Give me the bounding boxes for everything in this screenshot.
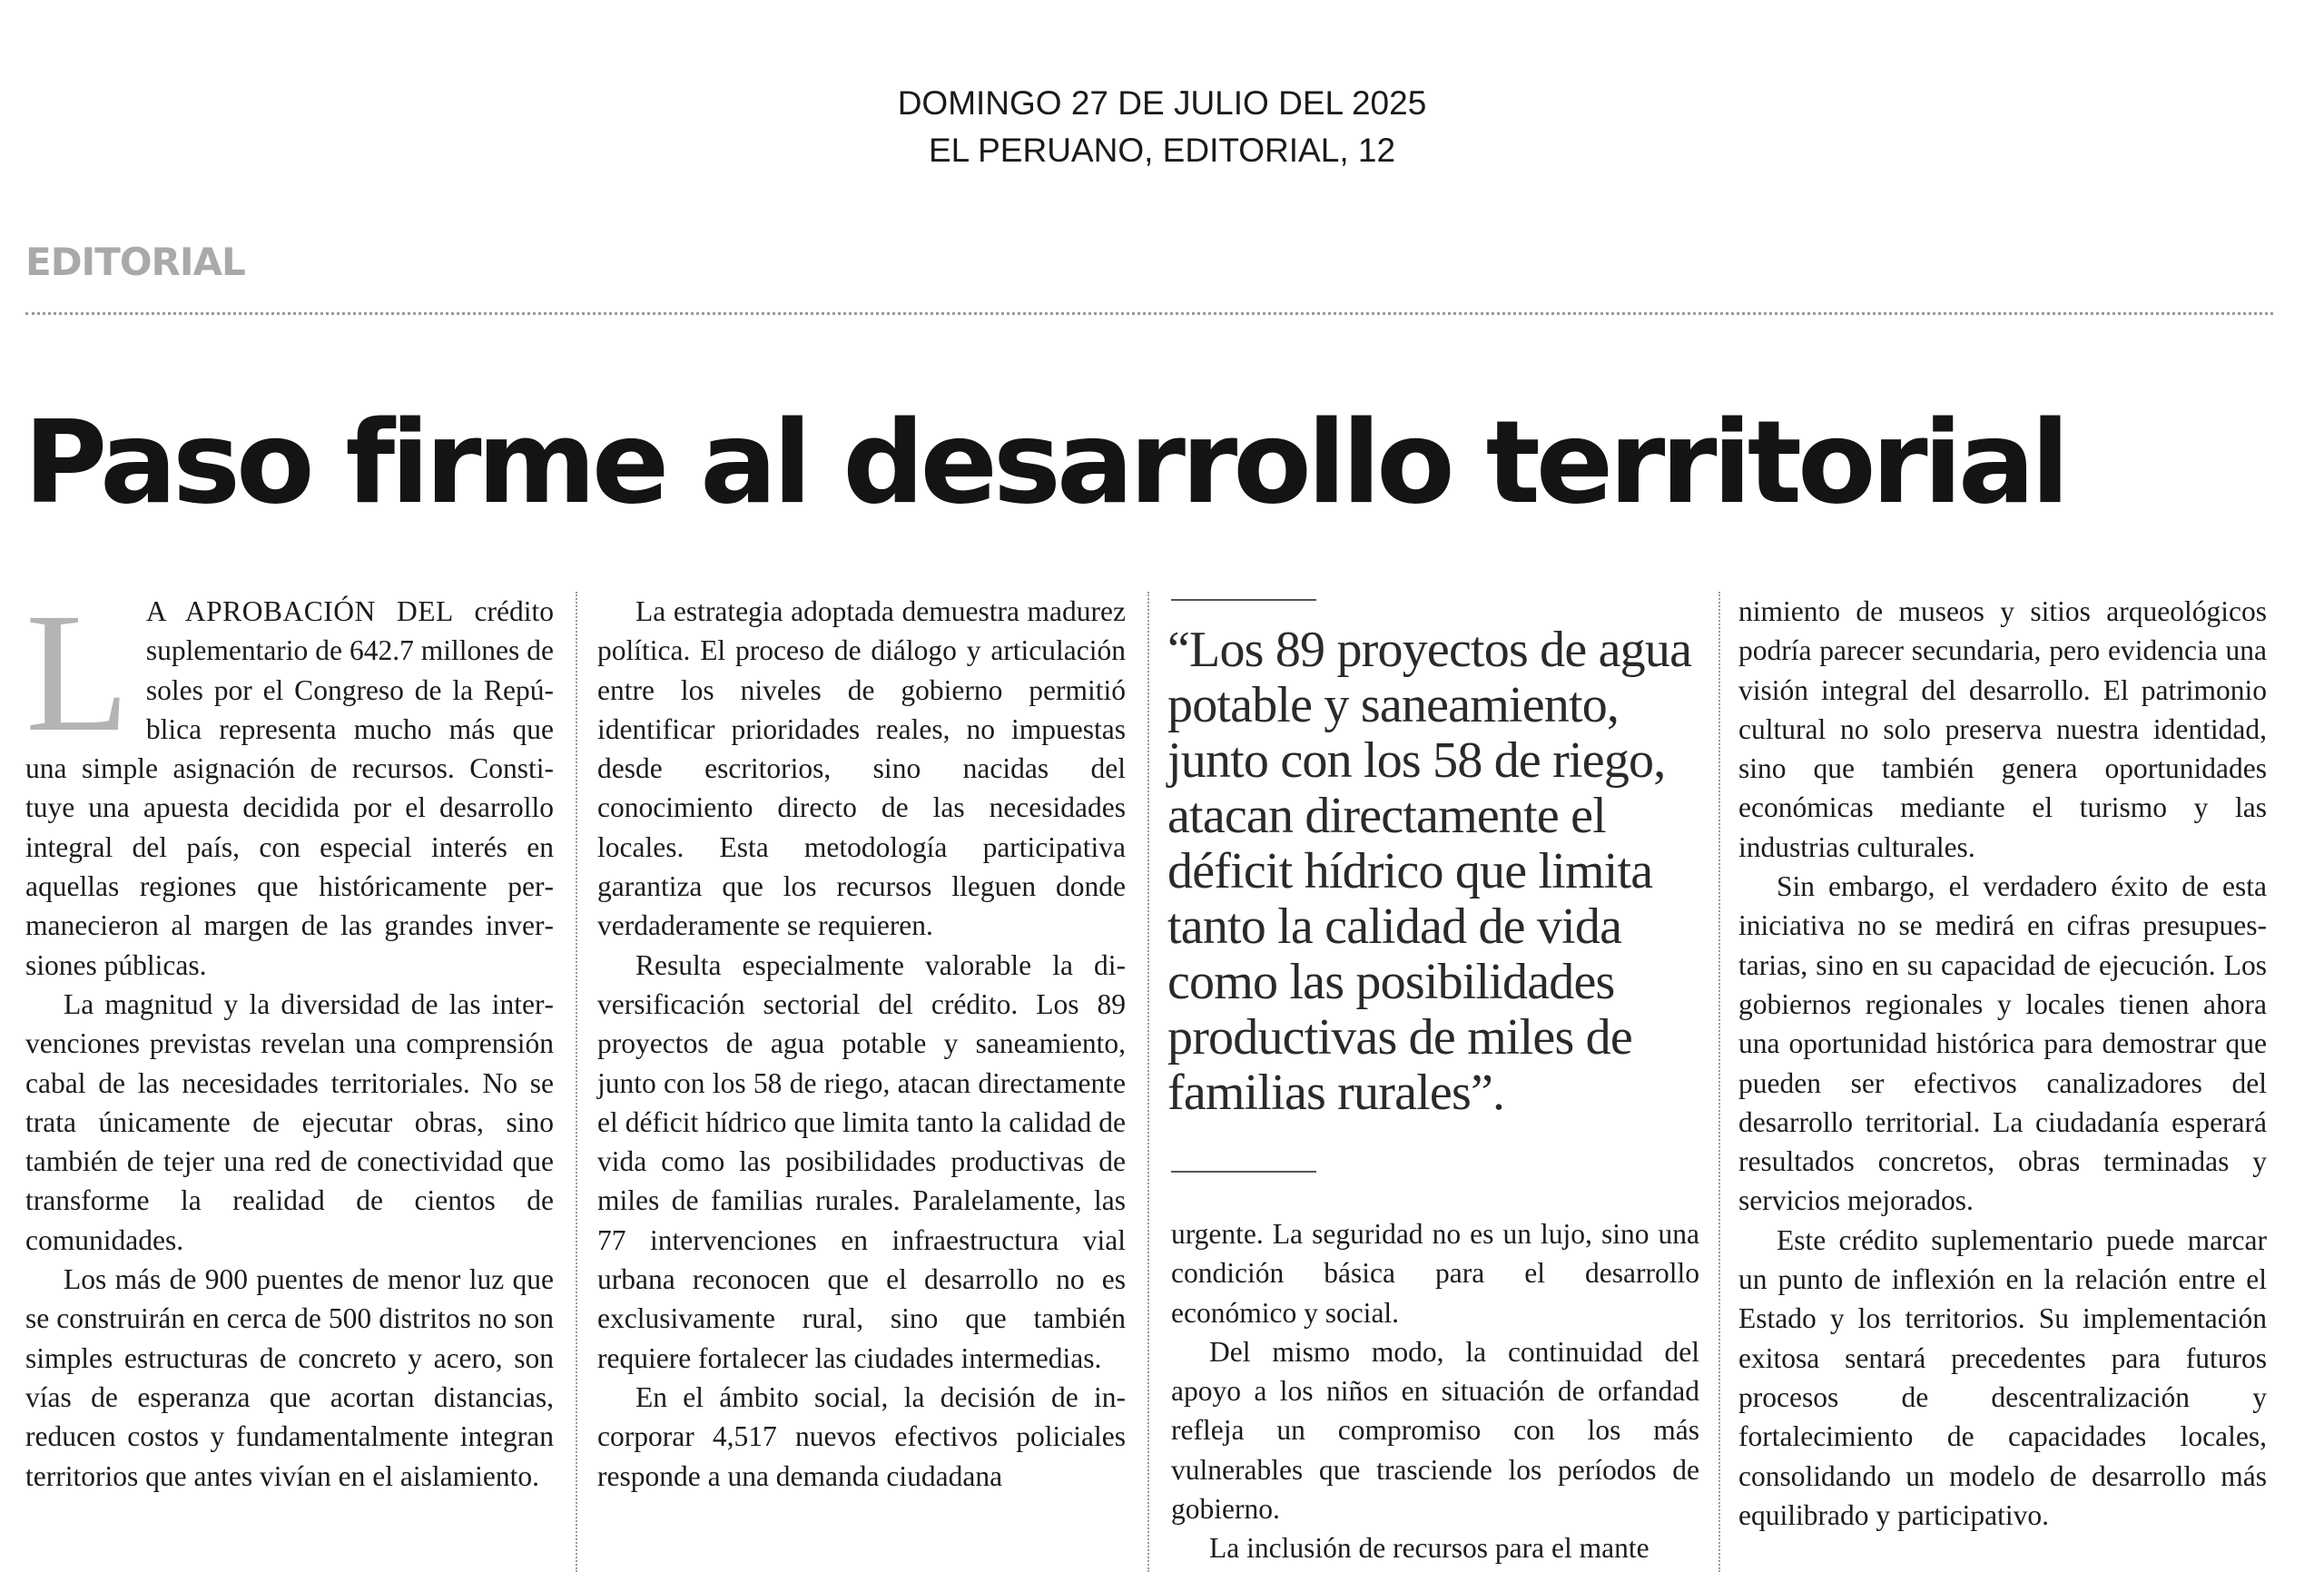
section-label: EDITORIAL [25, 240, 245, 284]
header-source-line: EL PERUANO, EDITORIAL, 12 [928, 132, 1396, 169]
column-1-paragraph-3: Los más de 900 puentes de menor luz que se construirán en cerca de 500 distritos no son simples estructuras de concreto y acero, son vías de esperanza que acortan distancias, reducen costos y fundamentalmente integran territorios que antes vivían en el aislamiento. [25, 1263, 554, 1492]
column-2-paragraph-3: En el ámbito social, la decisión de incorporar 4,517 nuevos efectivos policiales responde a una demanda ciudadana [597, 1380, 1126, 1492]
article-column-1 [25, 577, 554, 1496]
section-divider [25, 312, 2273, 315]
drop-cap: L [25, 577, 130, 767]
pullquote-top-rule [1171, 599, 1316, 601]
column-1-paragraph-2: La magnitud y la diversidad de las intervenciones previstas revelan una comprensión cabal de las necesidades territoriales. No se trata únicamente de ejecutar obras, sino también de tejer una red de conectividad que transforme la realidad de cientos de comunidades. [25, 987, 554, 1256]
column-divider [1147, 592, 1149, 1572]
header-date-line: DOMINGO 27 DE JULIO DEL 2025 [897, 84, 1427, 122]
column-2-paragraph-2: Resulta especialmente valorable la diversificación sectorial del crédito. Los 89 proyectos de agua potable y saneamiento, junto con los 58 de riego, atacan directamente el déficit hídrico que limita tanto la calidad de vida como las posibilidades productivas de miles de familias rurales. Paralelamente, las 77 intervenciones en infraestructura vial urbana reconocen que el desarrollo no es exclusivamente rural, sino que también requiere fortalecer las ciudades intermedias. [597, 948, 1126, 1374]
column-1-paragraph-1-text: crédito suplementario de 642.7 millones de soles por el Congreso de la República representa mucho más que una simple asignación de recursos. Constituye una apuesta decidida por el desarrollo integral del país, con especial interés en aquellas regiones que históricamente permanecieron al margen de las grandes inversiones públicas. [25, 595, 554, 981]
pullquote-bottom-rule [1171, 1171, 1316, 1173]
article-column-3 [1171, 1214, 1699, 1568]
page-header [0, 80, 2324, 174]
column-4-paragraph-3: Este crédito suplementario puede marcar un punto de inflexión en la relación entre el Estado y los territorios. Su implementación exitosa sentará precedentes para futuros procesos de descentralización y fortalecimiento de capacidades locales, consolidando un modelo de desarrollo más equilibrado y participativo. [1738, 1223, 2267, 1531]
column-4-paragraph-1: nimiento de museos y sitios arqueológicos podría parecer secundaria, pero evidencia una visión integral del desarrollo. El patrimonio cultural no solo preserva nuestra identidad, sino que también genera oportunidades económicas mediante el turismo y las industrias culturales. [1738, 595, 2267, 863]
article-column-4 [1738, 592, 2267, 1535]
column-3-paragraph-1: urgente. La seguridad no es un lujo, sino una condición básica para el desarrollo económico y social. [1171, 1218, 1699, 1329]
column-4-paragraph-2: Sin embargo, el verdadero éxito de esta iniciativa no se medirá en cifras presupuestarias, sino en su capacidad de ejecución. Los gobiernos regionales y locales tienen ahora una oportunidad histórica para demostrar que pueden ser efectivos canalizadores del desarrollo territorial. La ciudadanía esperará resultados concretos, obras terminadas y servicios mejorados. [1738, 870, 2267, 1217]
column-3-paragraph-3: La inclusión de recursos para el mante [1209, 1532, 1649, 1565]
pullquote: “Los 89 proyectos de agua potable y saneamiento, junto con los 58 de riego, atacan directamente el déficit hídrico que limita tanto la calidad de vida como las posibilidades productivas de miles de familias rurales”. [1167, 622, 1692, 1121]
headline: Paso firme al desarrollo territorial [24, 396, 2066, 529]
column-divider [1718, 592, 1720, 1572]
article-column-2 [597, 592, 1126, 1496]
column-2-paragraph-1: La estrategia adoptada demuestra madurez política. El proceso de diálogo y articulación entre los niveles de gobierno permitió identificar prioridades reales, no impuestas desde escritorios, sino nacidas del conocimiento directo de las necesidades locales. Esta metodología participativa garantiza que los recursos lleguen donde verdaderamente se requieren. [597, 595, 1126, 942]
column-3-paragraph-2: Del mismo modo, la continuidad del apoyo a los niños en situación de orfandad refleja un compromiso con los más vulnerables que trasciende los períodos de gobierno. [1171, 1335, 1699, 1526]
column-divider [576, 592, 577, 1572]
lead-in-caps: A APROBACIÓN DEL [145, 595, 454, 627]
